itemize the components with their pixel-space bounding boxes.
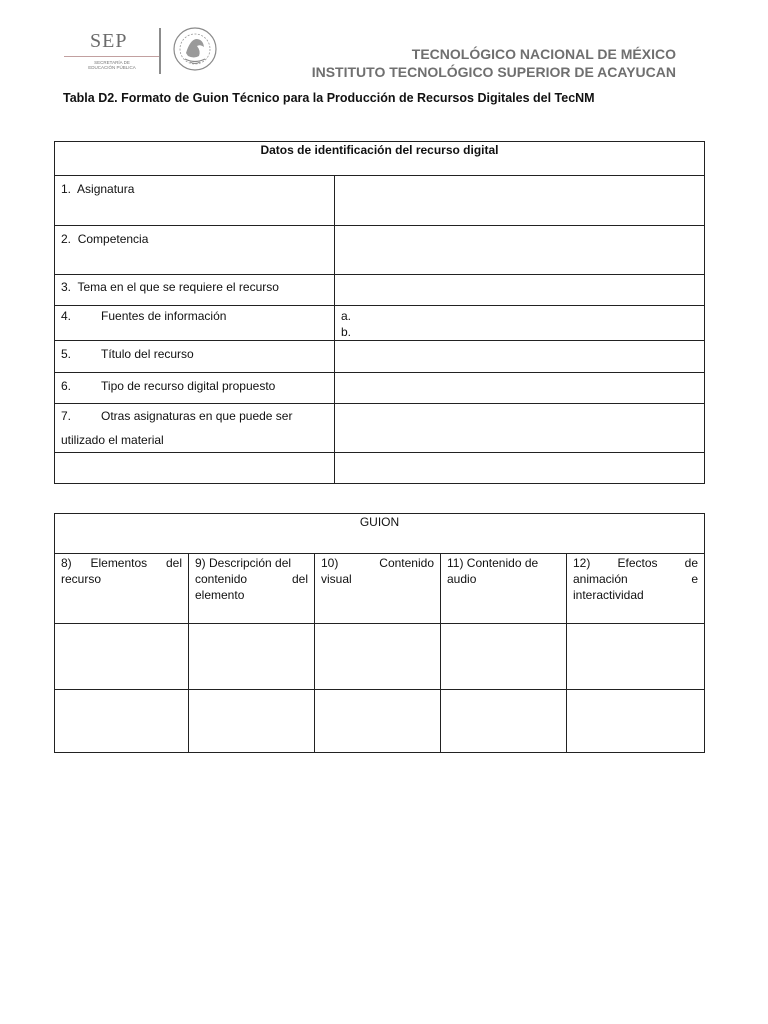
guion-cell[interactable]	[189, 624, 315, 690]
col-descripcion-contenido: 9) Descripción del contenido del elemento	[189, 554, 315, 624]
row-otras-asignaturas-label: 7. Otras asignaturas en que puede ser utilizado el material	[55, 404, 335, 453]
row-tipo-label: 6. Tipo de recurso digital propuesto	[55, 373, 335, 404]
sep-logo-word: SEP	[90, 30, 128, 52]
sep-logo-subtitle: SECRETARÍA DE EDUCACIÓN PÚBLICA	[88, 60, 136, 70]
col-efectos-animacion: 12) Efectos de animación e interactividad	[567, 554, 705, 624]
guion-cell[interactable]	[441, 624, 567, 690]
row-empty-value[interactable]	[335, 453, 705, 484]
logo-divider	[159, 28, 161, 74]
guion-cell[interactable]	[55, 690, 189, 753]
sep-logo	[64, 28, 159, 78]
col-elementos-recurso: 8) Elementos del recurso	[55, 554, 189, 624]
institution-line-2: INSTITUTO TECNOLÓGICO SUPERIOR DE ACAYUCAN	[311, 64, 676, 80]
mexican-seal-icon	[172, 26, 218, 72]
guion-cell[interactable]	[315, 690, 441, 753]
guion-cell[interactable]	[567, 624, 705, 690]
institution-name	[312, 45, 676, 81]
sep-logo-rule	[64, 56, 159, 57]
row-competencia-value[interactable]	[335, 226, 705, 275]
col-contenido-audio: 11) Contenido de audio	[441, 554, 567, 624]
table-row	[55, 690, 705, 753]
document-header	[0, 0, 768, 90]
guion-cell[interactable]	[55, 624, 189, 690]
row-titulo-label: 5. Título del recurso	[55, 341, 335, 373]
guion-table	[54, 513, 705, 753]
table-row	[55, 624, 705, 690]
row-otras-asignaturas-value[interactable]	[335, 404, 705, 453]
guion-cell[interactable]	[441, 690, 567, 753]
guion-header: GUION	[55, 514, 705, 554]
row-titulo-value[interactable]	[335, 341, 705, 373]
table-title: Tabla D2. Formato de Guion Técnico para la Producción de Recursos Digitales del TecNM	[63, 91, 595, 105]
row-tema-value[interactable]	[335, 275, 705, 306]
col-contenido-visual: 10) Contenido visual	[315, 554, 441, 624]
guion-cell[interactable]	[567, 690, 705, 753]
row-fuentes-value[interactable]: a. b.	[335, 306, 705, 341]
identification-table-header: Datos de identificación del recurso digital	[55, 142, 705, 176]
row-tipo-value[interactable]	[335, 373, 705, 404]
row-empty-label[interactable]	[55, 453, 335, 484]
row-fuentes-label: 4. Fuentes de información	[55, 306, 335, 341]
row-asignatura-label: 1. Asignatura	[55, 176, 335, 226]
row-competencia-label: 2. Competencia	[55, 226, 335, 275]
institution-line-1: TECNOLÓGICO NACIONAL DE MÉXICO	[411, 46, 676, 62]
guion-cell[interactable]	[189, 690, 315, 753]
identification-table	[54, 141, 705, 484]
guion-cell[interactable]	[315, 624, 441, 690]
row-tema-label: 3. Tema en el que se requiere el recurso	[55, 275, 335, 306]
row-asignatura-value[interactable]	[335, 176, 705, 226]
